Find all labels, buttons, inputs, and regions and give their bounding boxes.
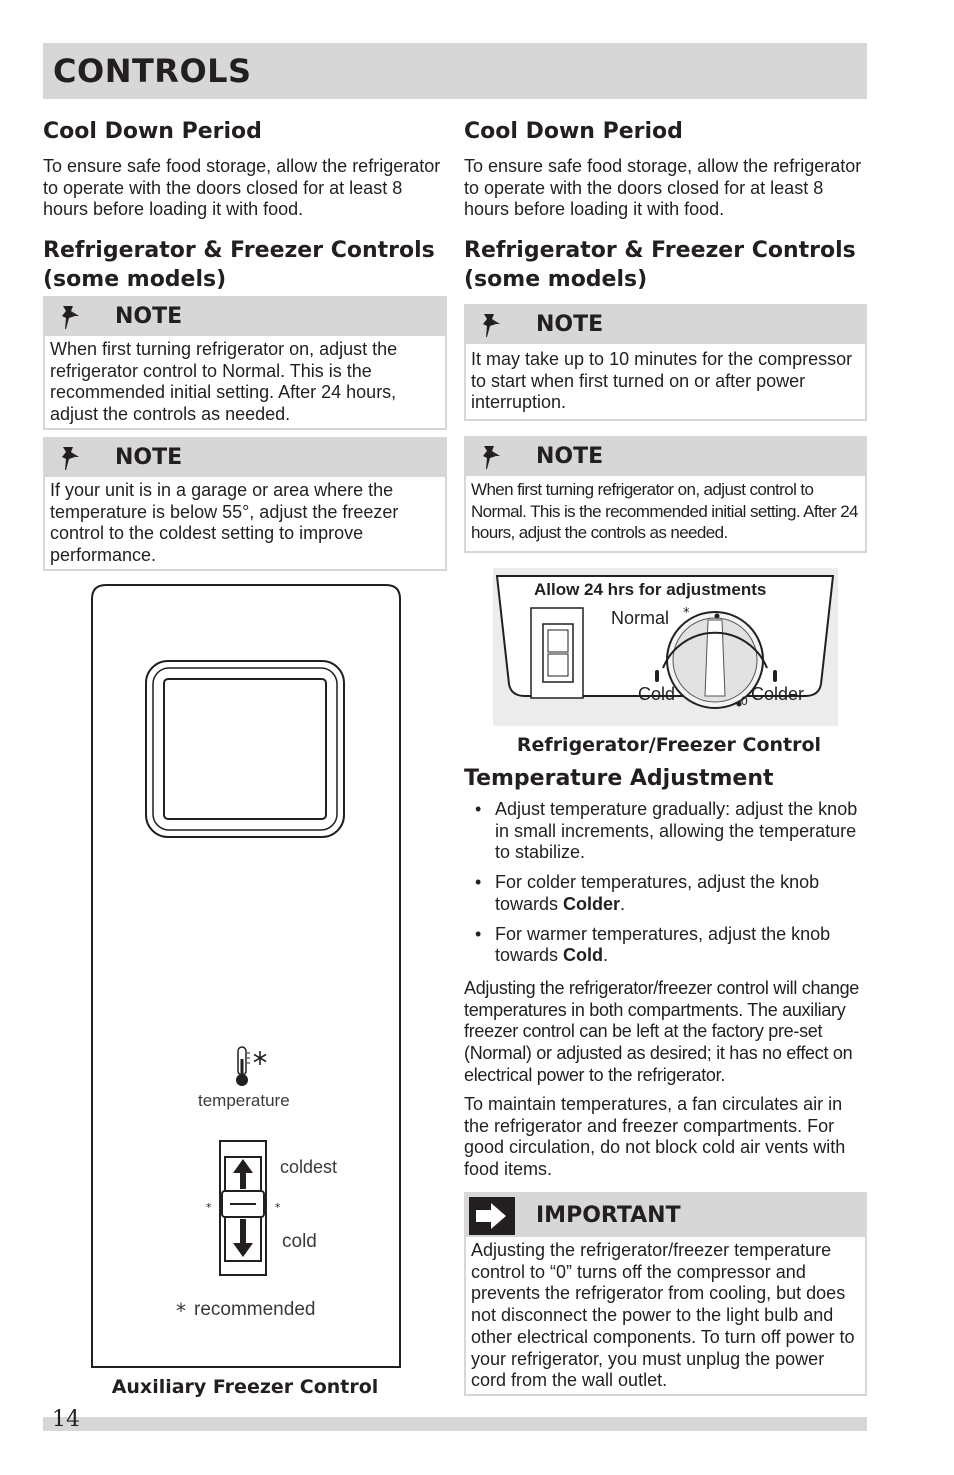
note-label: NOTE xyxy=(536,312,604,337)
right-cool-down-title: Cool Down Period xyxy=(464,119,683,144)
fan-paragraph: To maintain temperatures, a fan circulates air in the refrigerator and freezer compartments. For good circulation, do not block cold air vents with food items. xyxy=(464,1094,846,1180)
slider-control[interactable] xyxy=(202,1139,276,1279)
note-label: NOTE xyxy=(115,445,183,470)
dial-control-panel xyxy=(493,568,838,726)
right-controls-title xyxy=(464,236,874,294)
page-title: CONTROLS xyxy=(53,52,252,90)
left-note-2 xyxy=(43,437,447,571)
arrow-right-icon xyxy=(469,1197,515,1235)
page-number: 14 xyxy=(52,1407,80,1432)
dial-asterisk: * xyxy=(683,606,690,621)
list-item: • Adjust temperature gradually: adjust the knob in small increments, allowing the temperature to stabilize. xyxy=(475,799,858,863)
right-note-2 xyxy=(464,436,867,553)
note-label: NOTE xyxy=(115,304,183,329)
auxiliary-freezer-panel xyxy=(90,583,402,1369)
note-header xyxy=(45,298,445,336)
note-label: NOTE xyxy=(536,444,604,469)
list-item: • For warmer temperatures, adjust the knob towards Cold. xyxy=(475,923,831,966)
left-cool-down-title: Cool Down Period xyxy=(43,119,262,144)
list-item: • For colder temperatures, adjust the knob towards Colder. xyxy=(475,872,820,914)
note-text: It may take up to 10 minutes for the compressor to start when first turned on or after power interruption. xyxy=(471,349,853,413)
left-controls-title-line2: (some models) xyxy=(43,267,227,292)
coldest-label: coldest xyxy=(280,1157,338,1177)
important-box xyxy=(464,1192,867,1396)
dial-colder-label: Colder xyxy=(751,684,805,704)
recommended-label: recommended xyxy=(194,1299,316,1320)
slider-asterisk-left: * xyxy=(206,1201,212,1214)
dial-top-text: Allow 24 hrs for adjustments xyxy=(534,580,767,599)
left-note-1 xyxy=(43,296,447,430)
right-controls-title-line1: Refrigerator & Freezer Controls xyxy=(464,238,856,263)
important-text: Adjusting the refrigerator/freezer temperature control to “0” turns off the compressor and prevents the refrigerator from cooling, but does not disconnect the power to the light bulb and other electrical components. To turn off power to your refrigerator, you must unplug the power cord from the wall outlet. xyxy=(471,1240,855,1391)
recommended-asterisk: * xyxy=(176,1299,186,1323)
important-label: IMPORTANT xyxy=(536,1203,681,1228)
left-cool-down-text: To ensure safe food storage, allow the refrigerator to operate with the doors closed for at least 8 hours before loading it with food. xyxy=(43,156,441,220)
footer-bar xyxy=(43,1417,867,1431)
left-controls-title-line1: Refrigerator & Freezer Controls xyxy=(43,238,435,263)
cold-label: cold xyxy=(282,1231,317,1252)
note-text: When first turning refrigerator on, adjust the refrigerator control to Normal. This is the recommended initial setting. After 24 hours, adjust the controls as needed. xyxy=(50,339,398,425)
auxiliary-freezer-caption: Auxiliary Freezer Control xyxy=(111,1376,379,1398)
temperature-label: temperature xyxy=(198,1091,290,1110)
thermometer-snowflake-icon xyxy=(233,1045,279,1089)
pushpin-icon xyxy=(478,311,506,339)
pushpin-icon xyxy=(57,444,85,472)
refrigerator-freezer-caption: Refrigerator/Freezer Control xyxy=(516,734,822,756)
pushpin-icon xyxy=(478,443,506,471)
right-cool-down-text: To ensure safe food storage, allow the refrigerator to operate with the doors closed for at least 8 hours before loading it with food. xyxy=(464,156,862,220)
adjusting-paragraph: Adjusting the refrigerator/freezer control will change temperatures in both compartments. The auxiliary freezer control can be left at the factory pre-set (Normal) or adjusted as desired; it has no effect on electrical power to the refrigerator. xyxy=(464,978,860,1085)
right-note-1 xyxy=(464,304,867,421)
note-text: When first turning refrigerator on, adjust control to Normal. This is the recommended initial setting. After 24 hours, adjust the controls as needed. xyxy=(471,480,858,543)
pushpin-icon xyxy=(57,303,85,331)
note-header xyxy=(466,306,865,344)
dial-normal-label: Normal xyxy=(611,608,670,628)
note-header xyxy=(45,439,445,477)
temperature-adjustment-title: Temperature Adjustment xyxy=(464,766,774,791)
right-controls-title-line2: (some models) xyxy=(464,267,648,292)
important-header xyxy=(466,1194,865,1237)
note-header xyxy=(466,438,865,476)
slider-asterisk-right: * xyxy=(275,1201,281,1214)
left-controls-title xyxy=(43,236,453,294)
dial-cold-label: Cold xyxy=(638,684,676,704)
temperature-bullet-list xyxy=(464,799,869,975)
note-text: If your unit is in a garage or area where the temperature is below 55°, adjust the freezer control to the coldest setting to improve performance. xyxy=(50,480,399,566)
dial-zero-label: 0 xyxy=(741,694,748,708)
